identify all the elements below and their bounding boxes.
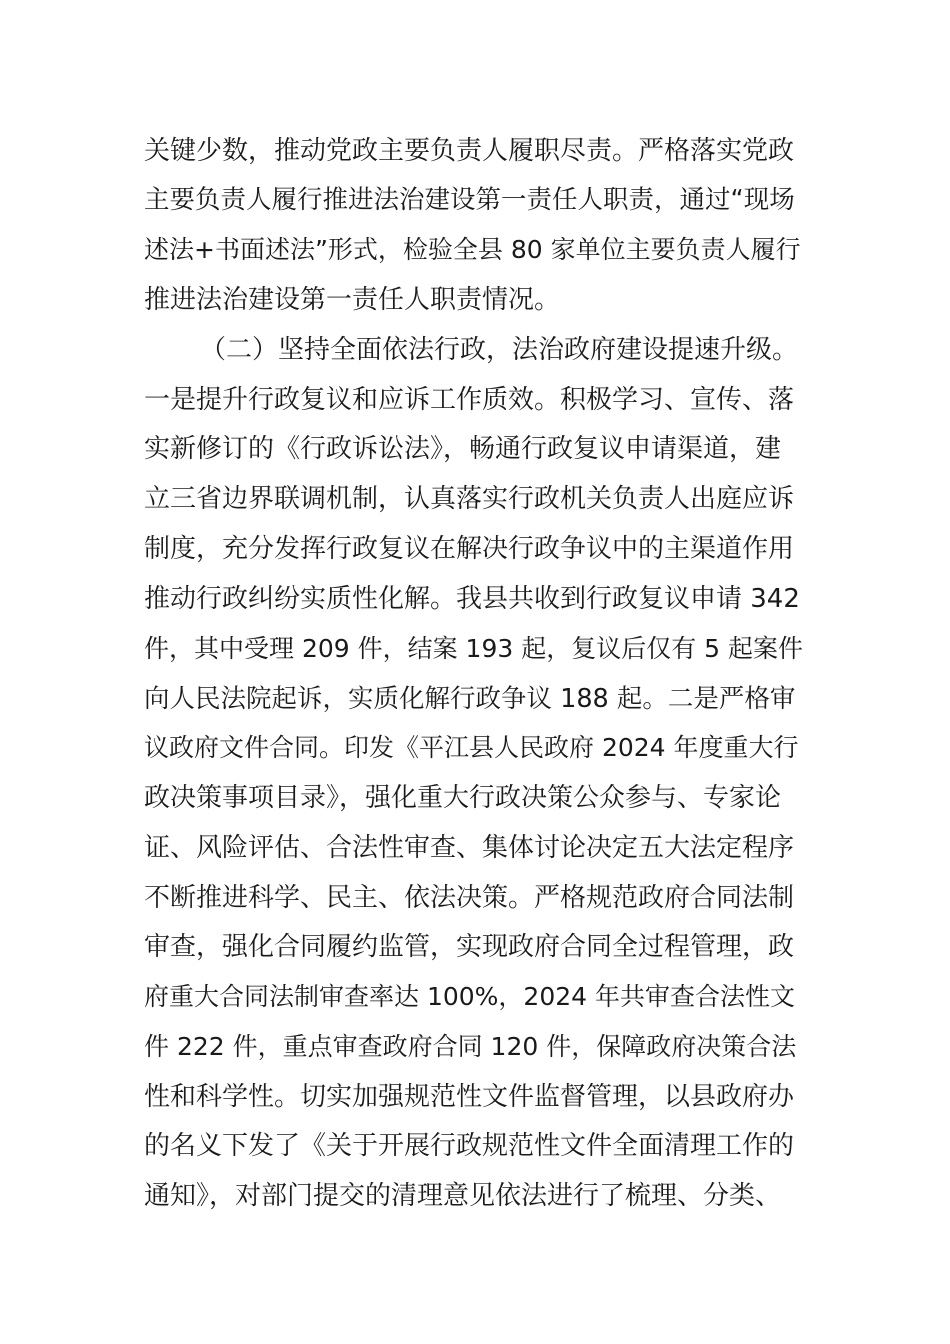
text-line-2: 主要负责人履行推进法治建设第一责任人职责，通过“现场 [144, 185, 795, 215]
text-line-1: 关键少数，推动党政主要负责人履职尽责。严格落实党政 [144, 136, 795, 166]
text-line-6: 一是提升行政复议和应诉工作质效。积极学习、宣传、落 [144, 385, 795, 415]
text-line-11: 件，其中受理 209 件，结案 193 起，复议后仅有 5 起案件 [144, 634, 804, 663]
text-line-3: 述法+书面述法”形式，检验全县 80 家单位主要负责人履行 [144, 235, 801, 264]
text-line-9: 制度，充分发挥行政复议在解决行政争议中的主渠道作用 [144, 534, 795, 564]
text-line-18: 府重大合同法制审查率达 100%，2024 年共审查合法性文 [144, 982, 795, 1011]
text-line-8: 立三省边界联调机制，认真落实行政机关负责人出庭应诉 [144, 484, 795, 514]
text-line-21: 的名义下发了《关于开展行政规范性文件全面清理工作的 [144, 1131, 795, 1161]
text-line-19: 件 222 件，重点审查政府合同 120 件，保障政府决策合法 [144, 1032, 797, 1061]
text-line-7: 实新修订的《行政诉讼法》，畅通行政复议申请渠道，建 [144, 434, 782, 464]
text-line-14: 政决策事项目录》，强化重大行政决策公众参与、专家论 [144, 783, 782, 813]
text-line-22: 通知》，对部门提交的清理意见依法进行了梳理、分类、 [144, 1181, 782, 1211]
text-line-17: 审查，强化合同履约监管，实现政府合同全过程管理，政 [144, 932, 795, 962]
text-line-20: 性和科学性。切实加强规范性文件监督管理，以县政府办 [144, 1082, 795, 1112]
text-line-10: 推动行政纠纷实质性化解。我县共收到行政复议申请 342 [144, 584, 800, 614]
text-line-12: 向人民法院起诉，实质化解行政争议 188 起。二是严格审 [144, 684, 796, 714]
text-line-13: 议政府文件合同。印发《平江县人民政府 2024 年度重大行 [144, 733, 799, 762]
text-line-15: 证、风险评估、合法性审查、集体讨论决定五大法定程序 [144, 833, 795, 863]
text-line-16: 不断推进科学、民主、依法决策。严格规范政府合同法制 [144, 883, 795, 913]
section-heading: （二）坚持全面依法行政，法治政府建设提速升级。 [200, 335, 799, 365]
text-line-4: 推进法治建设第一责任人职责情况。 [144, 285, 561, 315]
